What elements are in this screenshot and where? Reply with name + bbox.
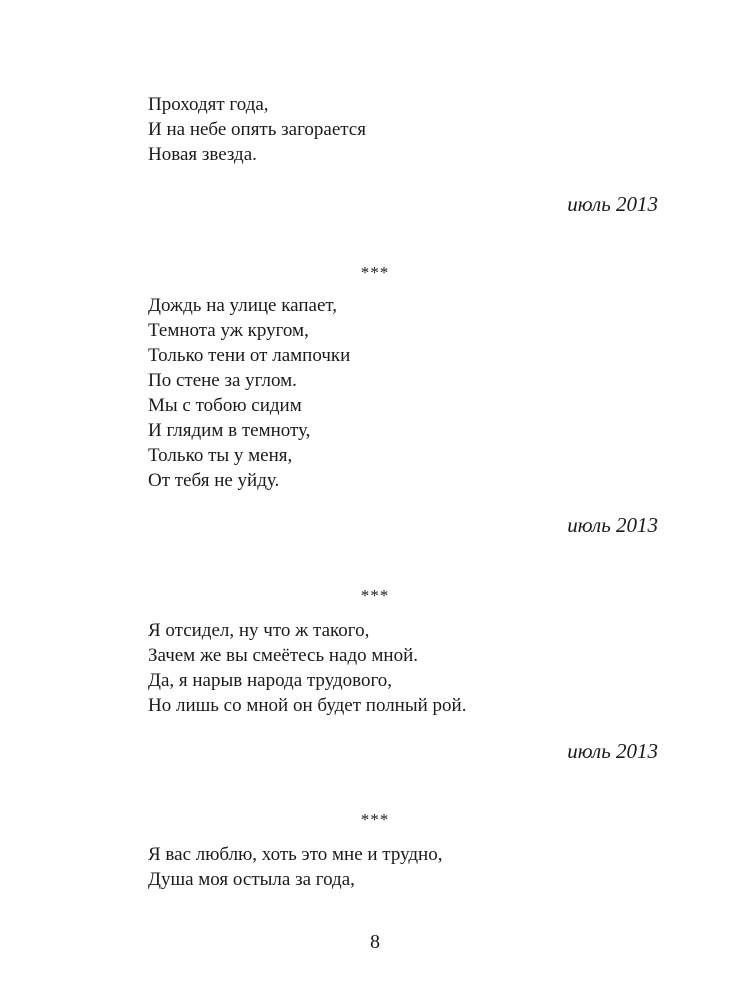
poem-4-stanza bbox=[148, 842, 668, 892]
poem-1-stanza bbox=[148, 92, 668, 167]
poem-line: Зачем же вы смеётесь надо мной. bbox=[148, 645, 419, 666]
poem-line: Я отсидел, ну что ж такого, bbox=[148, 620, 370, 641]
poem-3-stanza bbox=[148, 618, 668, 718]
poem-line: И на небе опять загорается bbox=[148, 119, 366, 140]
poem-line: Только ты у меня, bbox=[148, 445, 293, 466]
poem-4-separator: *** bbox=[360, 810, 390, 829]
poem-2-date: июль 2013 bbox=[567, 513, 658, 537]
poem-line: Я вас люблю, хоть это мне и трудно, bbox=[148, 844, 443, 865]
poem-line: Душа моя остыла за года, bbox=[148, 869, 355, 890]
poem-2-separator: *** bbox=[360, 263, 390, 282]
poem-line: И глядим в темноту, bbox=[148, 420, 311, 441]
poem-3-separator: *** bbox=[360, 586, 390, 605]
poem-3-date: июль 2013 bbox=[567, 739, 658, 763]
poem-line: Темнота уж кругом, bbox=[148, 320, 309, 341]
poem-line: Мы с тобою сидим bbox=[148, 395, 302, 416]
poem-line: Новая звезда. bbox=[148, 144, 257, 165]
page-number: 8 bbox=[370, 931, 380, 953]
poem-2-stanza bbox=[148, 293, 668, 493]
poem-line: По стене за углом. bbox=[148, 370, 297, 391]
poem-line: Дождь на улице капает, bbox=[148, 295, 337, 316]
poem-line: Да, я нарыв народа трудового, bbox=[148, 670, 393, 691]
poem-line: Только тени от лампочки bbox=[148, 345, 351, 366]
poem-line: От тебя не уйду. bbox=[148, 470, 280, 491]
poem-line: Но лишь со мной он будет полный рой. bbox=[148, 695, 467, 716]
poem-line: Проходят года, bbox=[148, 94, 269, 115]
poem-1-date: июль 2013 bbox=[567, 192, 658, 216]
